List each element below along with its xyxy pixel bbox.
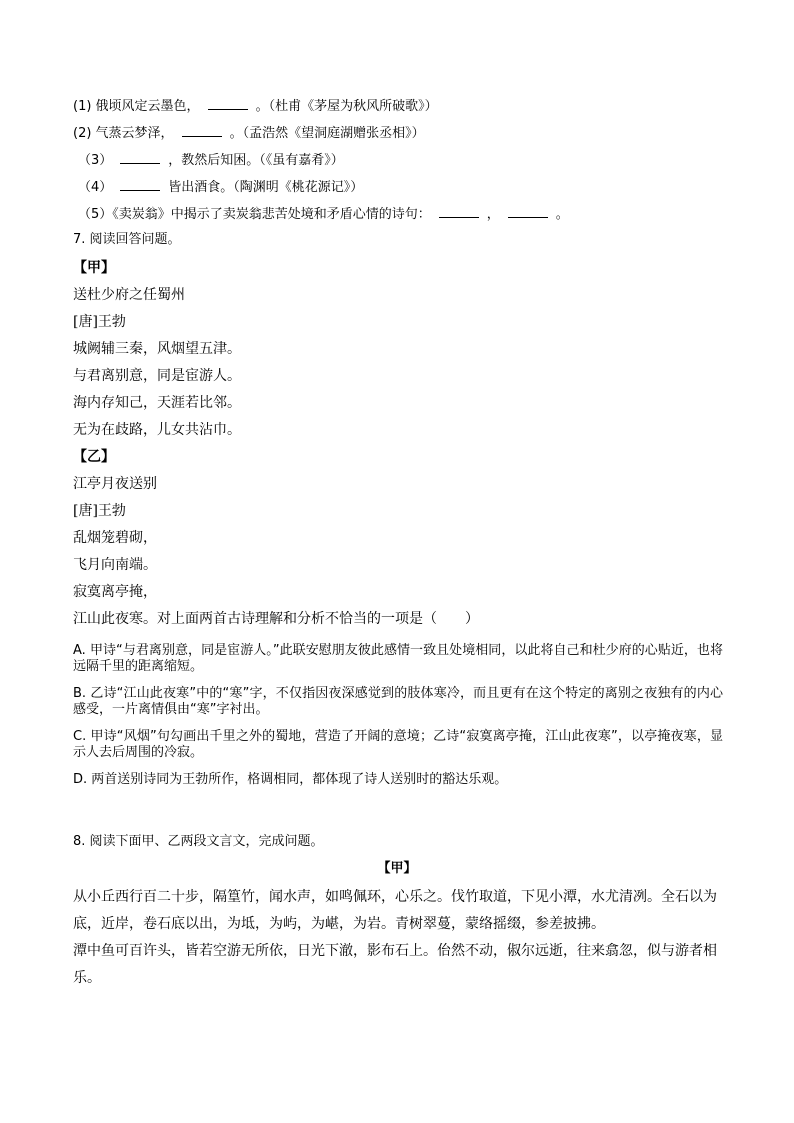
poem-line: 城阙辅三秦，风烟望五津。 — [73, 341, 241, 357]
option-c[interactable]: C. 甲诗“风烟”句勾画出千里之外的蜀地，营造了开阔的意境；乙诗“寂寞离亭掩，江山此夜寒”，以亭掩夜寒，显示人去后周围的冷寂。 — [73, 729, 723, 760]
fill-blank-5-text: （5）《卖炭翁》中揭示了卖炭翁悲苦处境和矛盾心情的诗句： — [78, 207, 431, 222]
answer-blank[interactable] — [208, 97, 248, 110]
poem-yi-title: 江亭月夜送别 — [73, 476, 157, 492]
fill-blank-4-number: （4） — [78, 180, 113, 195]
fill-blank-1-text: (1) 俄顷风定云墨色， — [73, 99, 200, 114]
fill-blank-1 — [73, 97, 438, 115]
option-d[interactable]: D. 两首送别诗同为王勃所作，格调相同，都体现了诗人送别时的豁达乐观。 — [73, 772, 508, 787]
passage-paragraph: 从小丘西行百二十步，隔篁竹，闻水声，如鸣佩环，心乐之。伐竹取道，下见小潭，水尤清冽。全石以为底，近岸，卷石底以出，为坻，为屿，为嵁，为岩。青树翠蔓，蒙络摇缀，参差披拂。 — [73, 889, 717, 932]
answer-blank[interactable] — [508, 205, 548, 218]
poem-jia-label: 【甲】 — [73, 260, 115, 276]
option-a[interactable]: A. 甲诗“与君离别意，同是宦游人。”此联安慰朋友彼此感情一致且处境相同，以此将自己和杜少府的心贴近，也将远隔千里的距离缩短。 — [73, 643, 723, 674]
poem-yi-author: [唐]王勃 — [73, 503, 126, 519]
answer-blank[interactable] — [120, 151, 160, 164]
fill-blank-3-number: （3） — [78, 153, 113, 168]
option-b[interactable]: B. 乙诗“江山此夜寒”中的“寒”字，不仅指因夜深感觉到的肢体寒冷，而且更有在这个特定的离别之夜独有的内心感受，一片离情俱由“寒”字衬出。 — [73, 686, 723, 717]
poem-line: 寂寞离亭掩， — [73, 584, 157, 600]
poem-jia-author: [唐]王勃 — [73, 314, 126, 330]
question-7-options — [73, 643, 723, 799]
passage-paragraph: 潭中鱼可百许头，皆若空游无所依，日光下澈，影布石上。佁然不动，俶尔远逝，往来翕忽，似与游者相乐。 — [73, 943, 717, 986]
question-8-stem: 8. 阅读下面甲、乙两段文言文，完成问题。 — [73, 834, 324, 849]
fill-blank-2-text: (2) 气蒸云梦泽， — [73, 126, 174, 141]
fill-blank-3-source: ，教然后知困。（《虽有嘉肴》） — [168, 153, 344, 168]
poem-line: 与君离别意，同是宦游人。 — [73, 368, 241, 384]
passage-jia-label: 【甲】 — [377, 861, 417, 876]
answer-blank[interactable] — [182, 124, 222, 137]
fill-blank-2 — [73, 124, 425, 142]
poem-line: 飞月向南端。 — [73, 557, 157, 573]
poem-jia-title: 送杜少府之任蜀州 — [73, 287, 185, 303]
poem-line: 海内存知己，天涯若比邻。 — [73, 395, 241, 411]
question-7-stem: 7. 阅读回答问题。 — [73, 232, 181, 247]
poem-line: 无为在歧路，儿女共沾巾。 — [73, 422, 241, 438]
poem-jia — [73, 255, 723, 633]
poem-yi-last-line-and-question: 江山此夜寒。对上面两首古诗理解和分析不恰当的一项是（ ） — [73, 611, 479, 627]
fill-blank-5-end: 。 — [555, 207, 569, 222]
fill-blank-5-separator: ， — [486, 207, 500, 222]
fill-blank-1-source: 。（杜甫《茅屋为秋风所破歌》） — [255, 99, 438, 114]
fill-blank-2-source: 。（孟浩然《望洞庭湖赠张丞相》） — [229, 126, 425, 141]
fill-blank-4-source: 皆出酒食。（陶渊明《桃花源记》） — [168, 180, 364, 195]
fill-blank-3 — [78, 151, 344, 169]
poem-line: 乱烟笼碧砌， — [73, 530, 157, 546]
fill-blank-5 — [78, 205, 569, 223]
passage-jia — [73, 884, 723, 992]
answer-blank[interactable] — [120, 178, 160, 191]
answer-blank[interactable] — [439, 205, 479, 218]
poem-yi-label: 【乙】 — [73, 449, 115, 465]
fill-blank-4 — [78, 178, 363, 196]
